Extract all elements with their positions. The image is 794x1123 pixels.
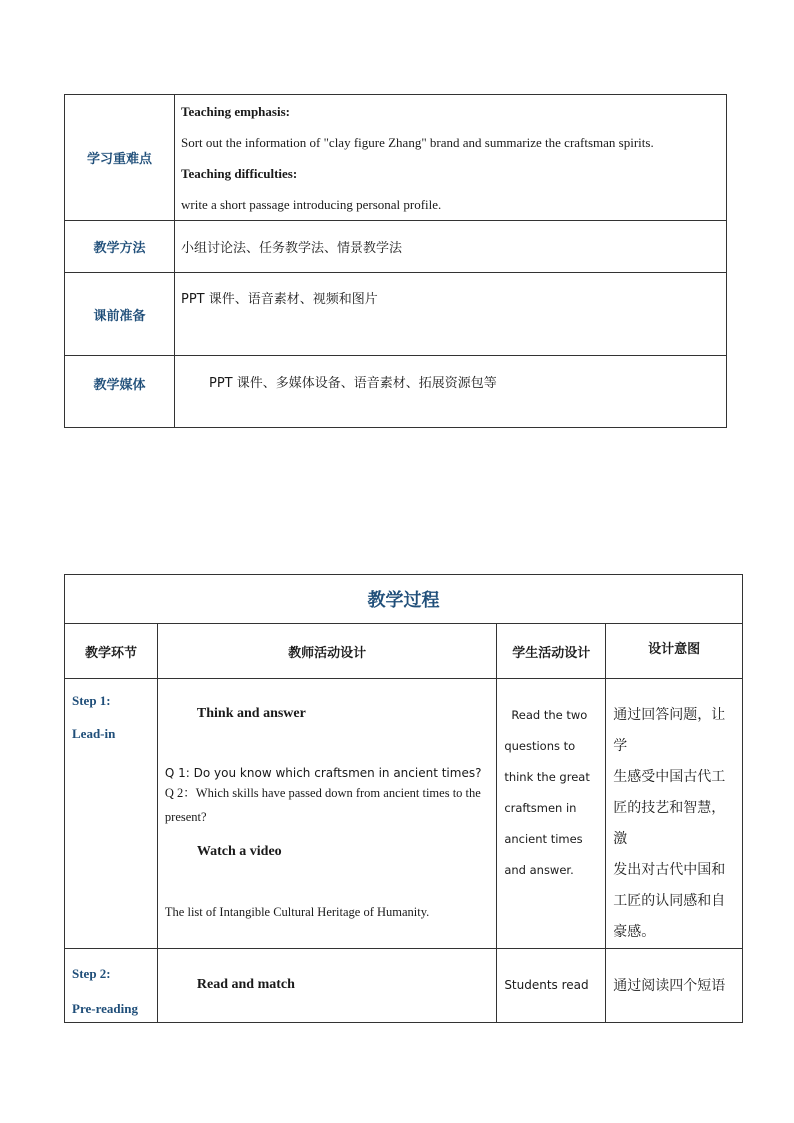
- step1-stage-cell: [65, 679, 158, 949]
- process-title: 教学过程: [65, 575, 743, 624]
- emphasis-text: Sort out the information of "clay figure Zhang" brand and summarize the craftsman spirits.: [181, 135, 654, 150]
- label-media: [65, 356, 175, 428]
- label-preparation-text: 课前准备: [93, 308, 146, 324]
- header-design-intent: 设计意图: [606, 624, 743, 679]
- step1-question-2: Q 2：Which skills have passed down from ancient times to the present?: [164, 786, 481, 824]
- step2-heading-read: Read and match: [196, 977, 295, 992]
- teaching-method-content: 小组讨论法、任务教学法、情景教学法: [175, 221, 727, 273]
- label-teaching-method-text: 教学方法: [93, 241, 146, 256]
- header-stage: 教学环节: [65, 624, 158, 679]
- step1-intent-line: 生感受中国古代工: [613, 769, 726, 785]
- label-key-points: [65, 95, 175, 221]
- step2-student-cell: Students read: [497, 949, 606, 1023]
- step1-teacher-cell: [157, 679, 496, 949]
- label-teaching-method: [65, 221, 175, 273]
- step1-heading-video: Watch a video: [196, 844, 282, 859]
- step1-intent-line: 豪感。: [613, 924, 656, 940]
- media-content: PPT 课件、多媒体设备、语音素材、拓展资源包等: [175, 356, 727, 428]
- step1-student-line: ancient times: [504, 832, 583, 846]
- step1-label: Step 1:: [72, 693, 111, 708]
- difficulty-text: write a short passage introducing personal profile.: [181, 197, 442, 212]
- step1-note: The list of Intangible Cultural Heritage of Humanity.: [164, 905, 430, 919]
- step1-student-line: questions to: [504, 739, 576, 753]
- difficulty-title: Teaching difficulties:: [181, 166, 298, 181]
- step1-question-1: Q 1: Do you know which craftsmen in ancient times?: [164, 766, 482, 780]
- header-teacher-activity: 教师活动设计: [157, 624, 496, 679]
- label-preparation: [65, 273, 175, 356]
- course-info-table: [64, 94, 727, 428]
- step1-student-line: and answer.: [504, 863, 574, 877]
- step1-student-line: craftsmen in: [504, 801, 577, 815]
- label-key-points-text: 学习重难点: [86, 152, 152, 167]
- step2-name: Pre-reading: [72, 1001, 138, 1016]
- step2-label: Step 2:: [72, 966, 111, 981]
- step1-student-line: think the great: [504, 770, 590, 784]
- step1-intent-line: 通过回答问题，让学: [613, 707, 726, 754]
- step1-student-line: Read the two: [511, 708, 588, 722]
- step1-intent-cell: [606, 679, 743, 949]
- step1-intent-line: 工匠的认同感和自: [613, 893, 726, 909]
- step1-student-cell: [497, 679, 606, 949]
- step2-intent-cell: 通过阅读四个短语: [606, 949, 743, 1023]
- teaching-process-table: [64, 574, 743, 1023]
- step2-teacher-cell: [157, 949, 496, 1023]
- step1-name: Lead-in: [72, 726, 116, 741]
- step1-heading-think: Think and answer: [196, 706, 306, 721]
- step2-stage-cell: [65, 949, 158, 1023]
- key-points-content: [175, 95, 727, 221]
- step1-intent-line: 发出对古代中国和: [613, 862, 726, 878]
- step1-intent-line: 匠的技艺和智慧，激: [613, 800, 726, 847]
- preparation-content: PPT 课件、语音素材、视频和图片: [175, 273, 727, 356]
- emphasis-title: Teaching emphasis:: [181, 104, 290, 119]
- header-student-activity: 学生活动设计: [497, 624, 606, 679]
- label-media-text: 教学媒体: [93, 378, 146, 393]
